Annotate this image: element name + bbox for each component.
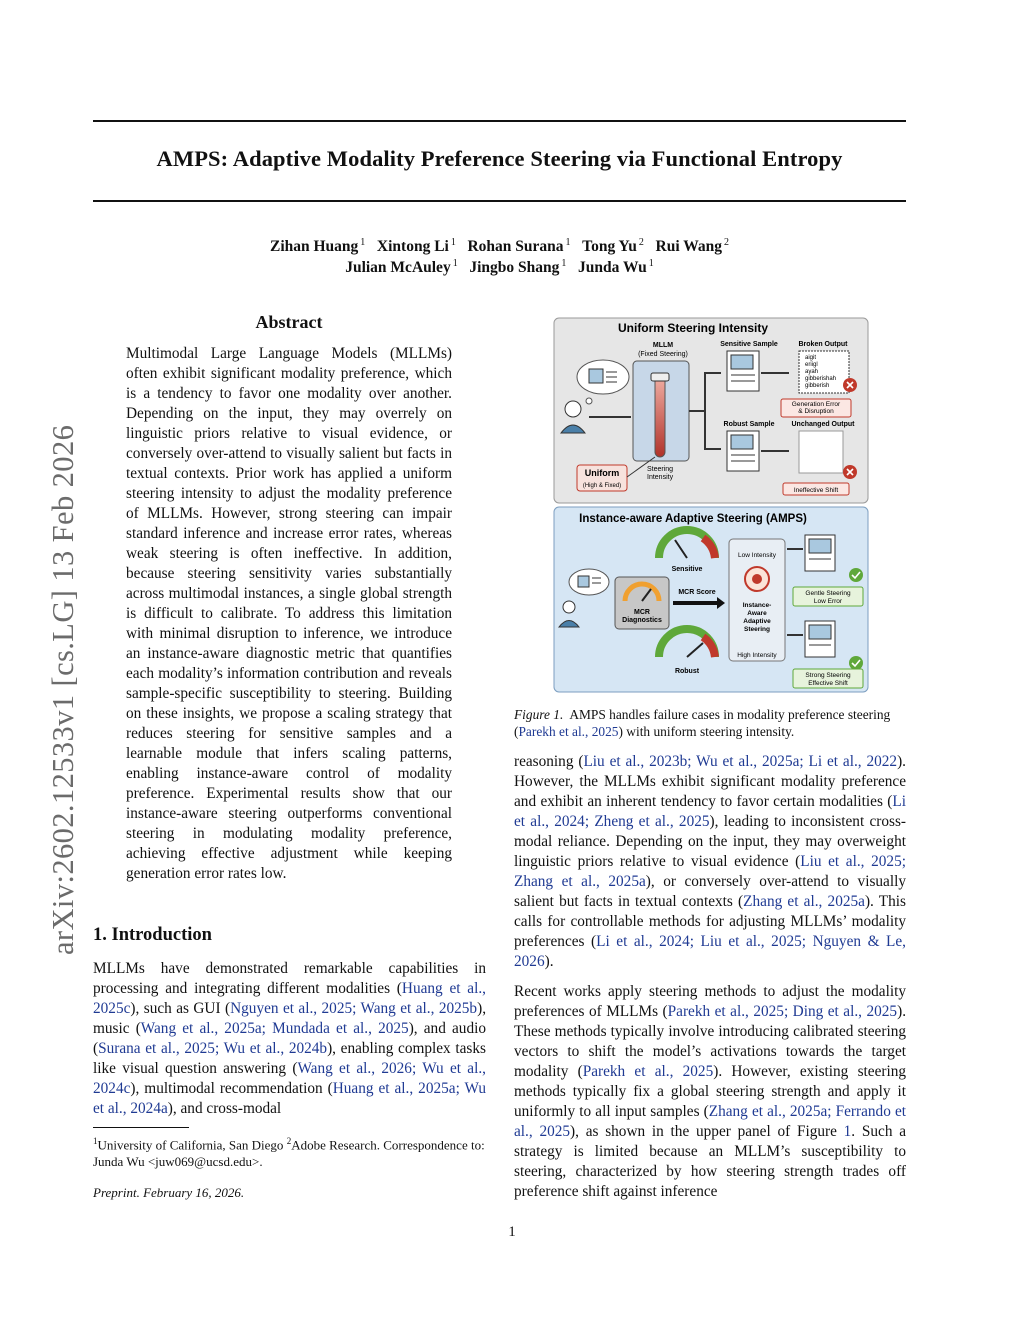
author-name: Rohan Surana: [467, 238, 564, 255]
preprint-note: Preprint. February 16, 2026.: [93, 1185, 245, 1200]
gentle-label: Gentle Steering Low Error: [805, 590, 851, 605]
footnote-rule: [93, 1127, 189, 1128]
caption-citation[interactable]: Parekh et al., 2025: [518, 723, 619, 739]
image-icon: [578, 576, 589, 587]
body-text: ), multimodal recommendation (: [130, 1080, 333, 1097]
high-intensity-label: High Intensity: [737, 652, 777, 659]
ineffective-label: Ineffective Shift: [793, 487, 839, 494]
caption-text-1: AMPS handles failure cases in modality preference steering (: [514, 707, 891, 739]
gentle-output-image: [809, 539, 831, 553]
body-text: ), music (: [93, 1000, 487, 1037]
introduction-heading: 1. Introduction: [93, 925, 212, 945]
high-fixed-label: (High & Fixed): [582, 483, 622, 489]
author-name: Junda Wu: [578, 259, 647, 276]
mllm-label: MLLM: [652, 342, 674, 349]
steering-bar: [655, 373, 665, 457]
citation-link[interactable]: 1: [843, 1123, 852, 1140]
abstract-heading: Abstract: [255, 312, 323, 332]
unchanged-output-label: Unchanged Output: [791, 421, 855, 428]
steering-intensity-label: Steering Intensity: [647, 466, 674, 481]
right-paragraph-2: [514, 982, 906, 1202]
body-text: ), as shown in the upper panel of Figure: [570, 1123, 844, 1140]
robust-label: Robust: [674, 668, 700, 675]
arxiv-stamp: [33, 370, 80, 955]
footnote-correspondence: Correspondence to: Junda Wu <juw069@ucsd.edu>.: [93, 1137, 485, 1170]
gear-center: [752, 574, 762, 584]
gentle-check-icon: [849, 568, 863, 582]
author-name: Rui Wang: [655, 238, 723, 255]
citation-link[interactable]: Wang et al., 2026; Wu et al., 2024c: [93, 1060, 486, 1097]
gen-error-label: Generation Error & Disruption: [791, 401, 841, 415]
body-text: ). These methods typically involve introducing calibrated steering vectors to shift the model’s activations towards the target modality (: [514, 1003, 907, 1080]
citation-link[interactable]: Li et al., 2024; Liu et al., 2025; Nguyen & Le, 2026: [514, 933, 906, 970]
arxiv-id: arXiv:2602.12533v1 [cs.LG] 13 Feb 2026: [46, 424, 80, 955]
strong-label: Strong Steering Effective Shift: [805, 672, 851, 687]
footnote-affiliation-2: Adobe Research.: [291, 1137, 380, 1153]
footnote-affiliation-1: University of California, San Diego: [97, 1137, 284, 1153]
figure-caption: [514, 707, 906, 740]
author-name: Jingbo Shang: [469, 259, 560, 276]
mcr-diagnostics-label: MCR Diagnostics: [622, 609, 662, 624]
sensitive-sample-image: [731, 355, 753, 369]
author-affiliation: 1: [648, 258, 654, 269]
citation-link[interactable]: Nguyen et al., 2025; Wang et al., 2025b: [230, 1000, 478, 1017]
thought-dot: [586, 398, 592, 404]
top-rule: [93, 120, 906, 122]
top-panel-title: Uniform Steering Intensity: [617, 321, 769, 335]
fixed-steering-label: (Fixed Steering): [638, 351, 688, 358]
bottom-panel-title: Instance-aware Adaptive Steering (AMPS): [579, 513, 807, 525]
citation-link[interactable]: Zhang et al., 2025a; Ferrando et al., 2025: [514, 1103, 906, 1140]
strong-output-image: [809, 625, 831, 639]
authors-line-1: [93, 237, 906, 256]
person-icon: [565, 401, 581, 417]
citation-link[interactable]: Huang et al., 2025c: [93, 980, 486, 1017]
paper-title: AMPS: Adaptive Modality Preference Steering via Functional Entropy: [156, 146, 843, 171]
author-affiliation: 1: [360, 237, 366, 248]
mcr-score-label: MCR Score: [678, 589, 716, 596]
authors-line-2: [93, 258, 906, 277]
gibberish-text: aigit eriigl ayah gibberishah gibberish: [805, 355, 837, 389]
author-affiliation: 1: [450, 237, 456, 248]
body-text: . Such a strategy is limited because an MLLM’s susceptibility to steering, characterized by how steering strength trades off preference shift against inference: [514, 1123, 907, 1200]
citation-link[interactable]: Liu et al., 2023b; Wu et al., 2025a; Li et al., 2022: [583, 753, 898, 770]
broken-output-label: Broken Output: [798, 341, 848, 348]
author-name: Tong Yu: [582, 238, 637, 255]
citation-link[interactable]: Parekh et al., 2025; Ding et al., 2025: [667, 1003, 898, 1020]
title-bottom-rule: [93, 200, 906, 202]
abstract-text: Multimodal Large Language Models (MLLMs) often exhibit significant modality preference, which is a tendency to favor one modality over another. Depending on the input, they may overrely on linguistic priors relative to visual evidence, or conversely over-attend to visually salient but facts in textual contexts. Prior work has applied a uniform steering intensity to adjust the modality preference of MLLMs. However, strong steering can impair standard inference and increase error rates, whereas weak steering is often ineffective. In addition, because steering sensitivity varies substantially across multimodal instances, a single global strength is difficult to calibrate. To address this limitation with minimal disruption to inference, we introduce an instance-aware diagnostic metric that quantifies each modality’s information contribution and reveals sample-specific susceptibility to steering. Building on these insights, we propose a scaling strategy that reduces steering for sensitive samples and a learnable module that infers scaling patterns, enabling instance-aware control of modality preference. Experimental results show that our instance-aware steering outperforms conventional steering in modulating modality preference, achieving effective adjustment while keeping generation error rates low.: [126, 345, 452, 882]
footnote: $^1$University of California, San Diego $^2$Adobe Research. Correspondence to: Junda Wu <juw069@ucsd.edu>.: [93, 1136, 485, 1170]
body-text: ), or conversely over-attend to visually salient but facts in textual contexts (: [514, 873, 906, 910]
figure-1: [553, 317, 869, 693]
citation-link[interactable]: Wang et al., 2025a; Mundada et al., 2025: [140, 1020, 409, 1037]
citation-link[interactable]: Parekh et al., 2025: [582, 1063, 714, 1080]
body-text: ), and audio (: [93, 1020, 486, 1057]
caption-text-2: ) with uniform steering intensity.: [618, 723, 795, 739]
uniform-label: Uniform: [584, 468, 620, 478]
robust-sample-image: [731, 435, 753, 449]
body-text: ). However, existing steering methods typically fix a global steering strength and apply it uniformly to all input samples (: [514, 1063, 906, 1120]
introduction-text: [93, 959, 486, 1119]
body-text: ). This calls for controllable methods for adjusting MLLMs’ modality preferences (: [514, 893, 906, 950]
body-text: ), and cross-modal: [167, 1100, 282, 1117]
body-text: ). However, the MLLMs exhibit significant modality preference and exhibit an inherent tendency to favor certain modalities (: [514, 753, 906, 810]
image-icon: [589, 369, 603, 383]
page-number: 1: [508, 1224, 516, 1240]
right-paragraph-1: [514, 752, 906, 972]
body-text: ), enabling complex tasks like visual question answering (: [93, 1040, 486, 1077]
strong-check-icon: [849, 656, 863, 670]
citation-link[interactable]: Li et al., 2024; Zheng et al., 2025: [514, 793, 906, 830]
author-affiliation: 1: [452, 258, 458, 269]
author-name: Zihan Huang: [269, 238, 359, 255]
body-text: ), such as GUI (: [130, 1000, 231, 1017]
body-text: ).: [544, 953, 554, 970]
sensitive-sample-label: Sensitive Sample: [720, 341, 778, 348]
body-text: MLLMs have demonstrated remarkable capabilities in processing and integrating different modalities (: [93, 960, 486, 997]
citation-link[interactable]: Zhang et al., 2025a: [743, 893, 865, 910]
steering-knob: [651, 373, 669, 381]
caption-label: Figure 1.: [514, 707, 564, 722]
citation-link[interactable]: Liu et al., 2025; Zhang et al., 2025a: [514, 853, 906, 890]
person-icon: [563, 601, 575, 613]
body-text: ), leading to inconsistent cross-modal reliance. Depending on the input, they may overweight linguistic priors relative to visual evidence (: [514, 813, 906, 870]
sensitive-label: Sensitive: [671, 566, 703, 573]
right-column-text: [514, 752, 906, 1202]
robust-sample-label: Robust Sample: [723, 421, 775, 428]
body-text: Recent works apply steering methods to adjust the modality preferences of MLLMs (: [514, 983, 906, 1020]
author-name: Xintong Li: [376, 238, 449, 255]
author-affiliation: 2: [638, 237, 644, 248]
author-name: Julian McAuley: [345, 259, 451, 276]
unchanged-output-doc: [799, 431, 843, 473]
author-affiliation: 1: [561, 258, 567, 269]
author-affiliation: 1: [565, 237, 571, 248]
body-text: reasoning (: [514, 753, 584, 770]
instance-aware-label: Instance-Aware Adaptive Steering: [742, 602, 772, 633]
citation-link[interactable]: Surana et al., 2025; Wu et al., 2024b: [98, 1040, 328, 1057]
author-affiliation: 2: [724, 237, 730, 248]
citation-link[interactable]: Huang et al., 2025a; Wu et al., 2024a: [93, 1080, 487, 1117]
low-intensity-label: Low Intensity: [738, 552, 776, 559]
